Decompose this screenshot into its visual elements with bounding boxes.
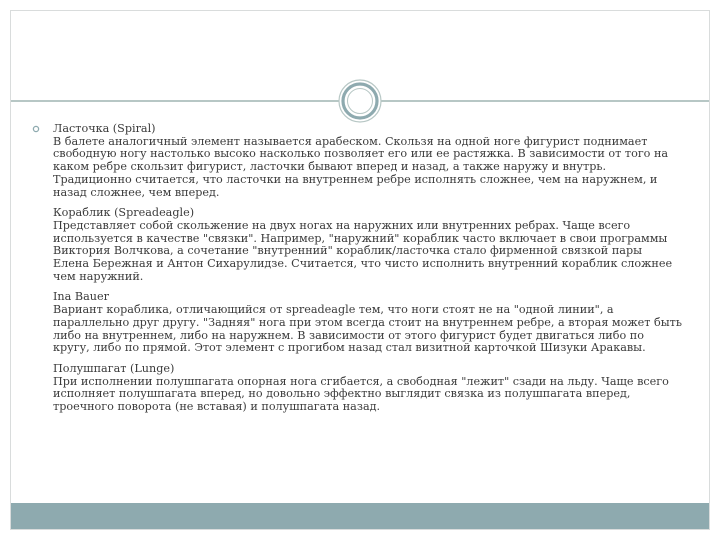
section-lunge (53, 363, 692, 414)
section-title: Ina Bauer (53, 290, 109, 304)
section-title: Ласточка (Spiral) (53, 122, 156, 135)
section-spiral (53, 123, 692, 199)
content-area (32, 123, 692, 422)
section-ina-bauer (53, 291, 692, 355)
section-body: В балете аналогичный элемент называется арабеском. Скользя на одной ноге фигурист поднимает свободную ногу настолько высоко насколько позволяет его или ее растяжка. В зависимости от того на каком ребре скользит фигурист, ласточки бывают вперед и назад, а также наружу и внутрь. Традиционно считается, что ласточки на внутреннем ребре исполнять сложнее, чем на наружнем, и назад сложнее, чем вперед. (53, 134, 669, 199)
section-body: Вариант кораблика, отличающийся от spreadeagle тем, что ноги стоят не на "одной линии", а параллельно друг другу. "Задняя" нога при этом всегда стоит на внутреннем ребре, а вторая может быть либо на внутреннем, либо на наружнем. В зависимости от этого фигурист будет двигаться либо по кругу, либо по прямой. Этот элемент с прогибом назад стал визитной карточкой Шизуки Аракавы. (53, 303, 682, 355)
section-title: Кораблик (Spreadeagle) (53, 206, 195, 220)
section-body: При исполнении полушпагата опорная нога сгибается, а свободная "лежит" сзади на льду. Чаще всего исполняет полушпагата вперед, но довольно эффектно выглядит связка из полушпагата вперед, троечного поворота (не вставая) и полушпагата назад. (53, 374, 669, 414)
footer-band (11, 503, 709, 529)
ornament-ring-icon (338, 79, 382, 123)
section-spreadeagle (53, 207, 692, 283)
section-title: Полушпагат (Lunge) (53, 361, 175, 375)
section-body: Представляет собой скольжение на двух ногах на наружних или внутренних ребрах. Чаще всего используется в качестве "связки". Например, "наружний" кораблик часто включает в свои программы Виктория Волчкова, а сочетание "внутренний" кораблик/ласточка стало фирменной связкой пары Елена Бережная и Антон Сихарулидзе. Считается, что чисто исполнить внутренний кораблик сложнее чем наружний. (53, 218, 673, 283)
text-block (53, 123, 692, 414)
ring-bullet-icon (32, 125, 40, 133)
